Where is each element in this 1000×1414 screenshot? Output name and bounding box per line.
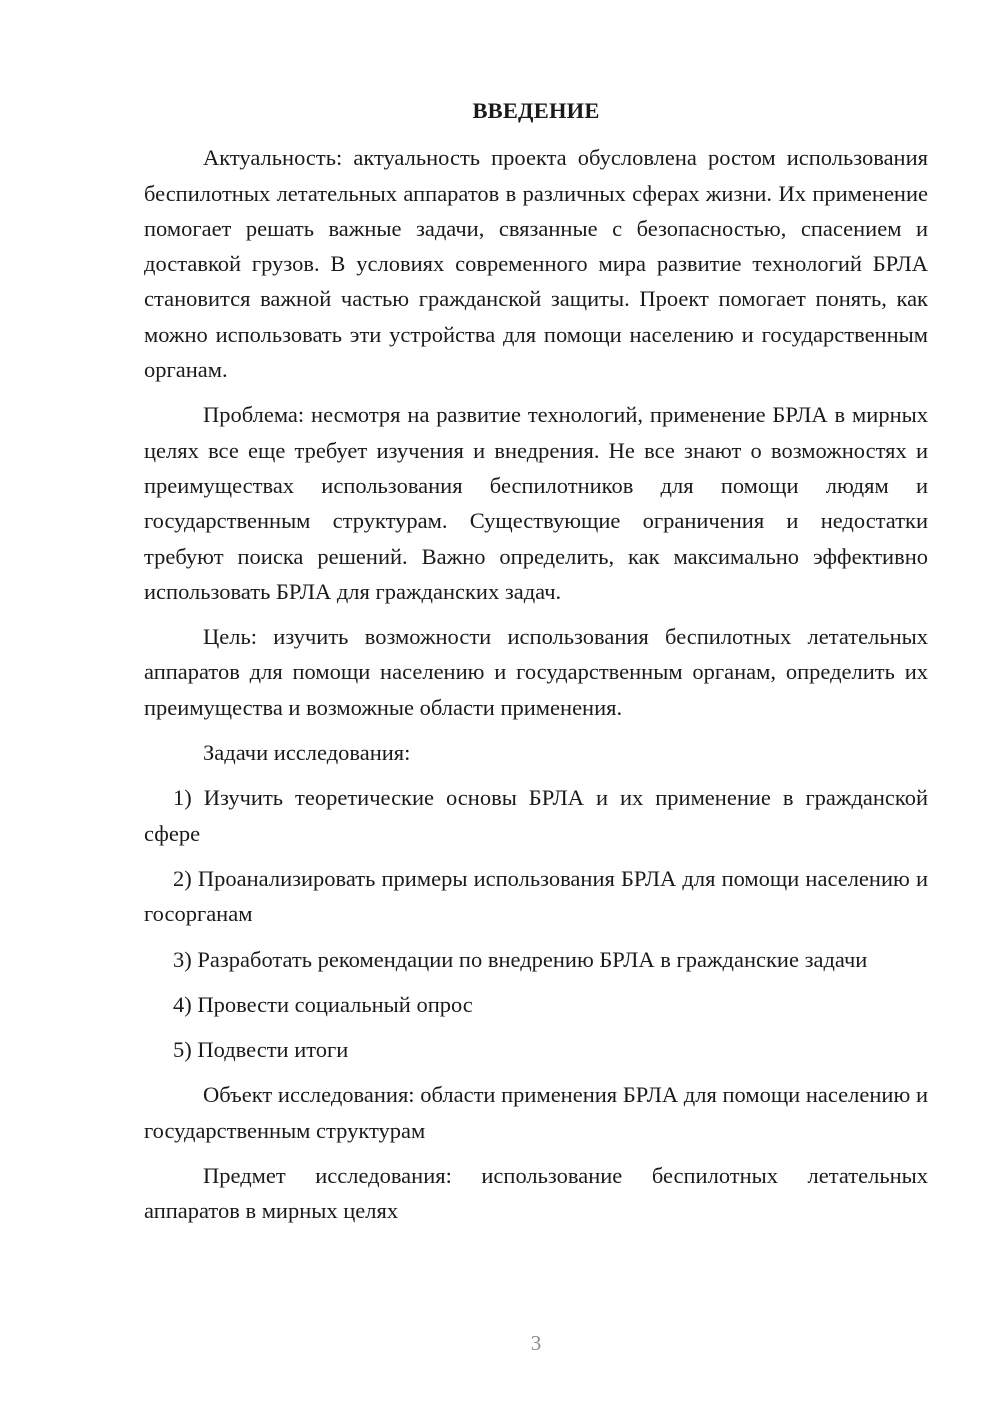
document-page [144, 93, 928, 1239]
relevance-paragraph: Актуальность: актуальность проекта обусловлена ростом использования беспилотных летательных аппаратов в различных сферах жизни. Их применение помогает решать важные задачи, связанные с безопасностью, спасением и доставкой грузов. В условиях современного мира развитие технологий БРЛА становится важной частью гражданской защиты. Проект помогает понять, как можно использовать эти устройства для помощи населению и государственным органам. [144, 145, 928, 383]
research-object-paragraph: Объект исследования: области применения БРЛА для помощи населению и государственным структурам [144, 1082, 928, 1143]
page-number: 3 [530, 1331, 542, 1355]
task-item: 3) Разработать рекомендации по внедрению БРЛА в гражданские задачи [173, 946, 868, 972]
task-item: 5) Подвести итоги [173, 1037, 349, 1063]
section-title: ВВЕДЕНИЕ [472, 98, 600, 123]
research-subject-paragraph: Предмет исследования: использование беспилотных летательных аппаратов в мирных целях [144, 1163, 928, 1224]
goal-paragraph: Цель: изучить возможности использования беспилотных летательных аппаратов для помощи населению и государственным органам, определить их преимущества и возможные области применения. [144, 624, 928, 720]
task-item: 2) Проанализировать примеры использования БРЛА для помощи населению и госорганам [144, 865, 928, 927]
tasks-heading: Задачи исследования: [203, 740, 411, 766]
task-item: 1) Изучить теоретические основы БРЛА и их применение в гражданской сфере [144, 785, 928, 846]
task-item: 4) Провести социальный опрос [173, 991, 473, 1017]
problem-paragraph: Проблема: несмотря на развитие технологий, применение БРЛА в мирных целях все еще требует изучения и внедрения. Не все знают о возможностях и преимуществах использования беспилотников для помощи людям и государственным структурам. Существующие ограничения и недостатки требуют поиска решений. Важно определить, как максимально эффективно использовать БРЛА для гражданских задач. [144, 402, 928, 604]
